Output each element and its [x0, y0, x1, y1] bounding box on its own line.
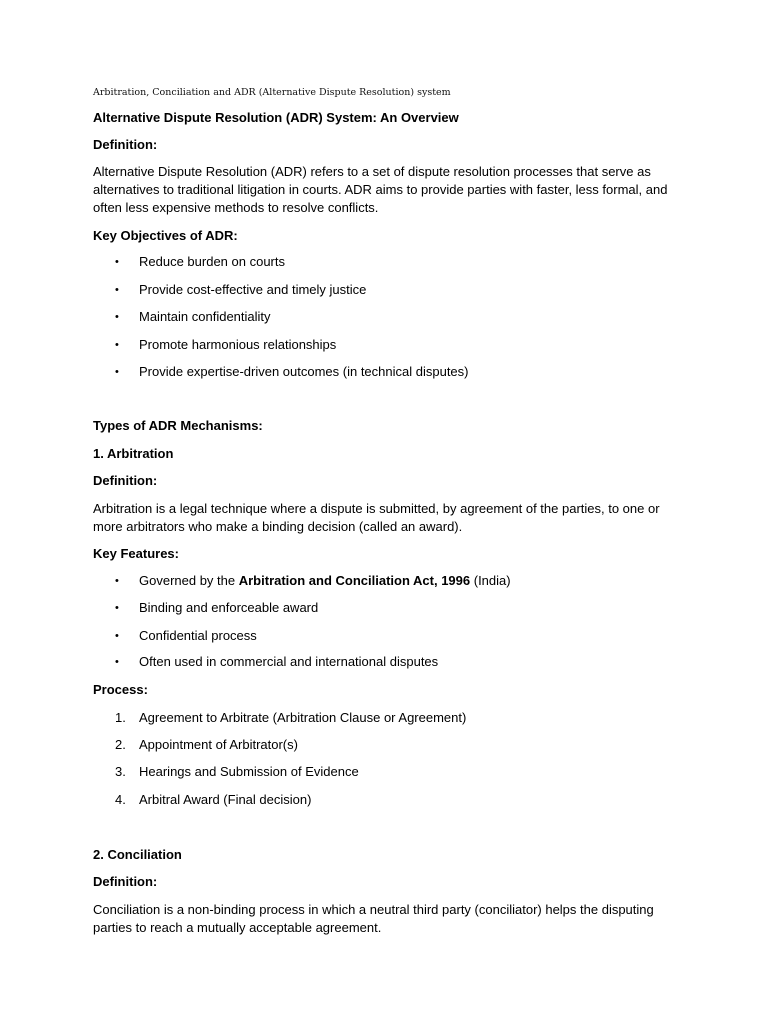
step-number: 1. — [115, 710, 126, 725]
feature-item: Often used in commercial and international disputes — [139, 654, 439, 669]
process-step: Hearings and Submission of Evidence — [139, 764, 359, 779]
bullet-icon: • — [115, 339, 119, 351]
conciliation-definition-label: Definition: — [93, 874, 158, 889]
objective-item: Provide cost-effective and timely justice — [139, 282, 367, 297]
conciliation-definition-paragraph: Conciliation is a non-binding process in which a neutral third party (conciliator) helps the disputing parties to reach a mutually acceptable agreement. — [93, 902, 654, 935]
process-heading: Process: — [93, 682, 148, 697]
act-name: Arbitration and Conciliation Act, 1996 — [238, 573, 471, 588]
feature-item: Confidential process — [139, 628, 257, 643]
definition-label: Definition: — [93, 137, 158, 152]
conciliation-heading: 2. Conciliation — [93, 847, 182, 862]
objective-item: Reduce burden on courts — [139, 254, 285, 269]
arbitration-definition-paragraph: Arbitration is a legal technique where a dispute is submitted, by agreement of the parties, to one or more arbitrators who make a binding decision (called an award). — [93, 501, 660, 534]
objective-item: Promote harmonious relationships — [139, 337, 337, 352]
adr-definition-paragraph: Alternative Dispute Resolution (ADR) refers to a set of dispute resolution processes that serve as alternatives to traditional litigation in courts. ADR aims to provide parties with faster, less formal, and often less expensive methods to resolve conflicts. — [93, 164, 668, 215]
process-step: Arbitral Award (Final decision) — [139, 792, 312, 807]
bullet-icon: • — [115, 256, 119, 268]
key-features-heading: Key Features: — [93, 546, 179, 561]
document-title: Alternative Dispute Resolution (ADR) System: An Overview — [93, 110, 459, 125]
bullet-icon: • — [115, 602, 119, 614]
objectives-heading: Key Objectives of ADR: — [93, 228, 238, 243]
step-number: 4. — [115, 792, 126, 807]
objective-item: Maintain confidentiality — [139, 309, 271, 324]
arbitration-heading: 1. Arbitration — [93, 446, 174, 461]
bullet-icon: • — [115, 575, 119, 587]
types-heading: Types of ADR Mechanisms: — [93, 418, 263, 433]
step-number: 3. — [115, 764, 126, 779]
arbitration-definition-label: Definition: — [93, 473, 158, 488]
bullet-icon: • — [115, 656, 119, 668]
step-number: 2. — [115, 737, 126, 752]
feature-text: (India) — [470, 573, 511, 588]
bullet-icon: • — [115, 630, 119, 642]
feature-item: Binding and enforceable award — [139, 600, 319, 615]
bullet-icon: • — [115, 311, 119, 323]
feature-text: Governed by the — [139, 573, 239, 588]
objective-item: Provide expertise-driven outcomes (in technical disputes) — [139, 364, 469, 379]
bullet-icon: • — [115, 366, 119, 378]
bullet-icon: • — [115, 284, 119, 296]
process-step: Agreement to Arbitrate (Arbitration Clause or Agreement) — [139, 710, 467, 725]
running-header: Arbitration, Conciliation and ADR (Alternative Dispute Resolution) system — [93, 87, 451, 98]
process-step: Appointment of Arbitrator(s) — [139, 737, 298, 752]
feature-item — [139, 573, 511, 588]
